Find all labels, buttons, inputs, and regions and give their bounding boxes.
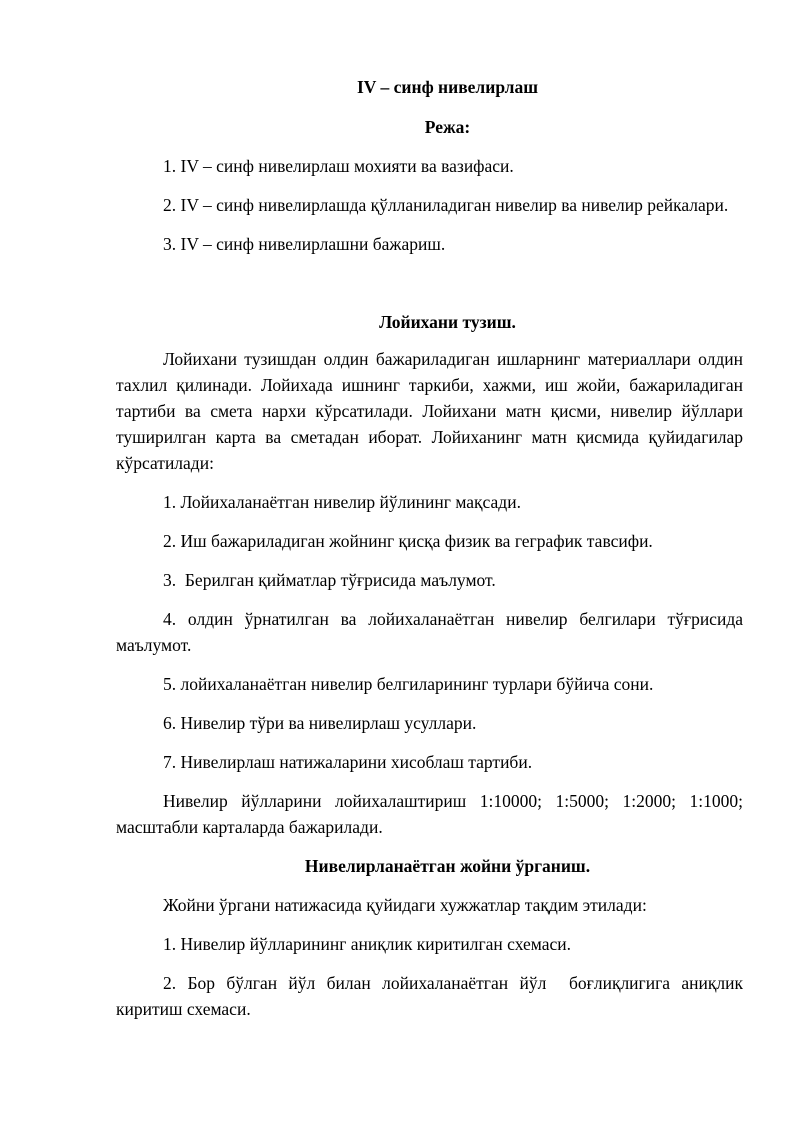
section-heading-survey: Нивелирланаётган жойни ўрганиш.: [304, 856, 591, 876]
design-item-3: 3. Берилган қийматлар тўғрисида маълумот.: [163, 570, 496, 590]
document-title: IV – синф нивелирлаш: [357, 77, 538, 97]
design-item-4: 4. олдин ўрнатилган ва лойихаланаётган нивелир белгилари тўғрисида маълумот.: [116, 609, 743, 655]
document-page: [116, 66, 748, 1022]
plan-item-3: 3. IV – синф нивелирлашни бажариш.: [163, 234, 446, 254]
plan-heading: Режа:: [424, 117, 471, 137]
design-item-2: 2. Иш бажариладиган жойнинг қисқа физик ва геграфик тавсифи.: [163, 531, 653, 551]
plan-item-1: 1. IV – синф нивелирлаш мохияти ва вазифаси.: [163, 156, 514, 176]
section-design-closing: Нивелир йўлларини лойихалаштириш 1:10000; 1:5000; 1:2000; 1:1000; масштабли карталарда бажарилади.: [116, 791, 743, 837]
design-item-5: 5. лойихаланаётган нивелир белгиларининг турлари бўйича сони.: [163, 674, 654, 694]
survey-item-2: 2. Бор бўлган йўл билан лойихаланаётган йўл боғлиқлигига аниқлик киритиш схемаси.: [116, 973, 748, 1019]
section-heading-design: Лойихани тузиш.: [379, 312, 516, 332]
design-item-7: 7. Нивелирлаш натижаларини хисоблаш тартиби.: [163, 752, 533, 772]
section-survey-intro: Жойни ўргани натижасида қуйидаги хужжатлар тақдим этилади:: [163, 895, 647, 915]
survey-item-1: 1. Нивелир йўлларининг аниқлик киритилган схемаси.: [163, 934, 572, 954]
design-item-1: 1. Лойихаланаётган нивелир йўлининг мақсади.: [163, 492, 521, 512]
design-item-6: 6. Нивелир тўри ва нивелирлаш усуллари.: [163, 713, 477, 733]
section-design-intro: Лойихани тузишдан олдин бажариладиган ишларнинг материаллари олдин тахлил қилинади. Лойихада ишнинг таркиби, хажми, иш жойи, бажариладиган тартиби ва смета нархи кўрсатилади. Лойихани матн қисми, нивелир йўллари туширилган карта ва сметадан иборат. Лойиханинг матн қисмида қуйидагилар кўрсатилади:: [116, 349, 743, 473]
plan-item-2: 2. IV – синф нивелирлашда қўлланиладиган нивелир ва нивелир рейкалари.: [163, 195, 729, 215]
